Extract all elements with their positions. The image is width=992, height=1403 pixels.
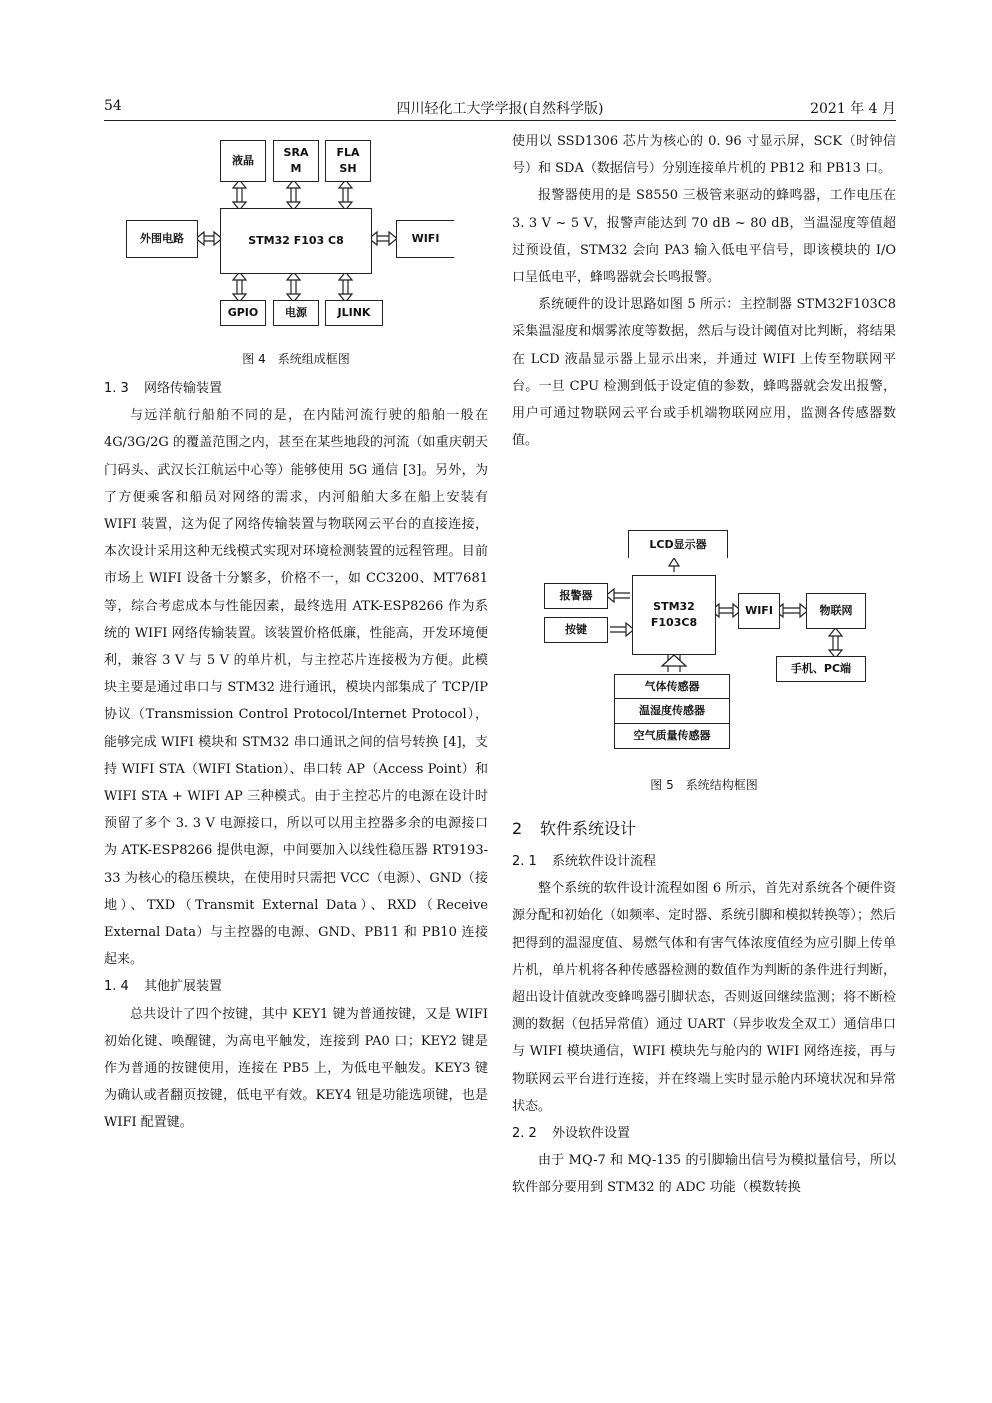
section-2-2-heading (512, 1120, 896, 1147)
section-number: 2. 1 (512, 854, 537, 869)
fig5-mcu-block: STM32 F103C8 (632, 575, 716, 655)
section-2-heading (512, 814, 896, 844)
section-number: 2 (512, 819, 523, 838)
section-title: 外设软件设置 (552, 1126, 631, 1142)
fig5-terminal-block: 手机、PC端 (776, 656, 866, 682)
paragraph-hardware-design: 系统硬件的设计思路如图 5 所示：主控制器 STM32F103C8 采集温湿度和烟雾浓度等数据，然后与设计阈值对比判断，将结果在 LCD 液晶显示器上显示出来，并通过 WIFI 上传至物联网平台。一旦 CPU 检测到低于设定值的参数，蜂鸣器就会发出报警，用户可通过物联网云平台或手机端物联网应用，监测各传感器数值。 (512, 297, 896, 449)
fig5-iot-block: 物联网 (806, 593, 866, 629)
section-number: 1. 4 (104, 979, 129, 995)
fig5-alarm-block: 报警器 (544, 583, 608, 609)
section-number: 1. 3 (104, 381, 129, 396)
paragraph-alarm: 报警器使用的是 S8550 三极管来驱动的蜂鸣器，工作电压在 3. 3 V ~ 5 V，报警声能达到 70 dB ~ 80 dB，当温湿度等值超过预设值，STM32 会向 PA3 输入低电平信号，即该模块的 I/O 口呈低电平，蜂鸣器就会长鸣报警。 (512, 188, 896, 286)
figure-4-caption: 图 4 系统组成框图 (242, 352, 350, 366)
page-number: 54 (104, 98, 122, 114)
fig5-air-quality-sensor-block: 空气质量传感器 (614, 723, 730, 749)
fig4-lcd-block: 液晶 (220, 140, 266, 182)
fig5-key-block: 按键 (544, 617, 608, 643)
section-title: 软件系统设计 (540, 819, 637, 838)
fig5-gas-sensor-block: 气体传感器 (614, 674, 730, 699)
fig5-temp-humidity-sensor-block: 温湿度传感器 (614, 698, 730, 724)
fig5-lcd-block: LCD显示器 (628, 530, 728, 558)
paragraph-extension-device: 总共设计了四个按键，其中 KEY1 键为普通按键，又是 WIFI 初始化键、唤醒键，为高电平触发，连接到 PA0 口；KEY2 键是作为普通的按键使用，连接在 PB5 上，为低电平触发。KEY3 键为确认或者翻页按键，低电平有效。KEY4 钮是功能选项键，也是 WIFI 配置键。 (104, 1006, 488, 1131)
fig4-mcu-block: STM32 F103 C8 (220, 208, 372, 274)
paragraph-display: 使用以 SSD1306 芯片为核心的 0. 96 寸显示屏，SCK（时钟信号）和 SDA（数据信号）分别连接单片机的 PB12 和 PB13 口。 (512, 134, 896, 177)
right-column-bottom (512, 814, 896, 1202)
fig4-wifi-block: WIFI (396, 220, 454, 258)
section-2-1-heading (512, 848, 896, 875)
fig5-wifi-block: WIFI (738, 593, 780, 629)
fig4-gpio-block: GPIO (220, 300, 266, 326)
section-title: 网络传输装置 (144, 381, 223, 396)
section-number: 2. 2 (512, 1126, 537, 1142)
section-title: 系统软件设计流程 (552, 854, 657, 869)
figure-5-caption: 图 5 系统结构框图 (650, 778, 758, 792)
fig4-peripheral-block: 外围电路 (126, 220, 198, 258)
fig4-jlink-block: JLINK (325, 300, 383, 326)
issue-date: 2021 年 4 月 (810, 101, 896, 117)
paragraph-software-flow: 整个系统的软件设计流程如图 6 所示，首先对系统各个硬件资源分配和初始化（如频率、定时器、系统引脚和模拟转换等）；然后把得到的温湿度值、易燃气体和有害气体浓度值经为应引脚上传单片机，单片机将各种传感器检测的数值作为判断的条件进行判断，超出设计值就改变蜂鸣器引脚状态，否则返回继续监测；将不断检测的数据（包括异常值）通过 UART（异步收发全双工）通信串口与 WIFI 模块通信，WIFI 模块先与舱内的 WIFI 网络连接，再与物联网云平台进行连接，并在终端上实时显示舱内环境状况和异常状态。 (512, 881, 896, 1114)
journal-title: 四川轻化工大学学报(自然科学版) (396, 101, 604, 117)
section-title: 其他扩展装置 (144, 979, 223, 995)
paragraph-peripheral-software: 由于 MQ-7 和 MQ-135 的引脚输出信号为模拟量信号，所以软件部分要用到 STM32 的 ADC 功能（模数转换 (512, 1153, 896, 1196)
fig4-flash-block: FLA SH (325, 140, 371, 182)
fig4-power-block: 电源 (273, 300, 319, 326)
paragraph-network-device: 与远洋航行船舶不同的是，在内陆河流行驶的船舶一般在 4G/3G/2G 的覆盖范围之内，甚至在某些地段的河流（如重庆朝天门码头、武汉长江航运中心等）能够使用 5G 通信 [3]。另外，为了方便乘客和船员对网络的需求，内河船舶大多在船上安装有 WIFI 装置，这为促了网络传输装置与物联网云平台的直接连接，本次设计采用这种无线模式实现对环境检测装置的远程管理。目前市场上 WIFI 设备十分繁多，价格不一，如 CC3200、MT7681 等，综合考虑成本与性能因素，最终选用 ATK-ESP8266 作为系统的 WIFI 网络传输装置。该装置价格低廉，性能高，开发环境便利，兼容 3 V 与 5 V 的单片机，与主控芯片连接极为方便。此模块主要是通过串口与 STM32 进行通讯，模块内部集成了 TCP/IP 协议（Transmission Control Protocol/Internet Protocol），能够完成 WIFI 模块和 STM32 串口通讯之间的信号转换 [4]，支持 WIFI STA（WIFI Station）、串口转 AP（Access Point）和 WIFI STA + WIFI AP 三种模式。由于主控芯片的电源在设计时预留了多个 3. 3 V 电源接口，所以可以用主控器多余的电源接口为 ATK-ESP8266 提供电源，中间要加入以线性稳压器 RT9193-33 为核心的稳压模块，在使用时只需把 VCC（电源）、GND（接地）、TXD（Transmit External Data）、RXD（Receive External Data）与主控器的电源、GND、PB11 和 PB10 连接起来。 (104, 408, 488, 968)
fig4-sram-block: SRA M (273, 140, 319, 182)
